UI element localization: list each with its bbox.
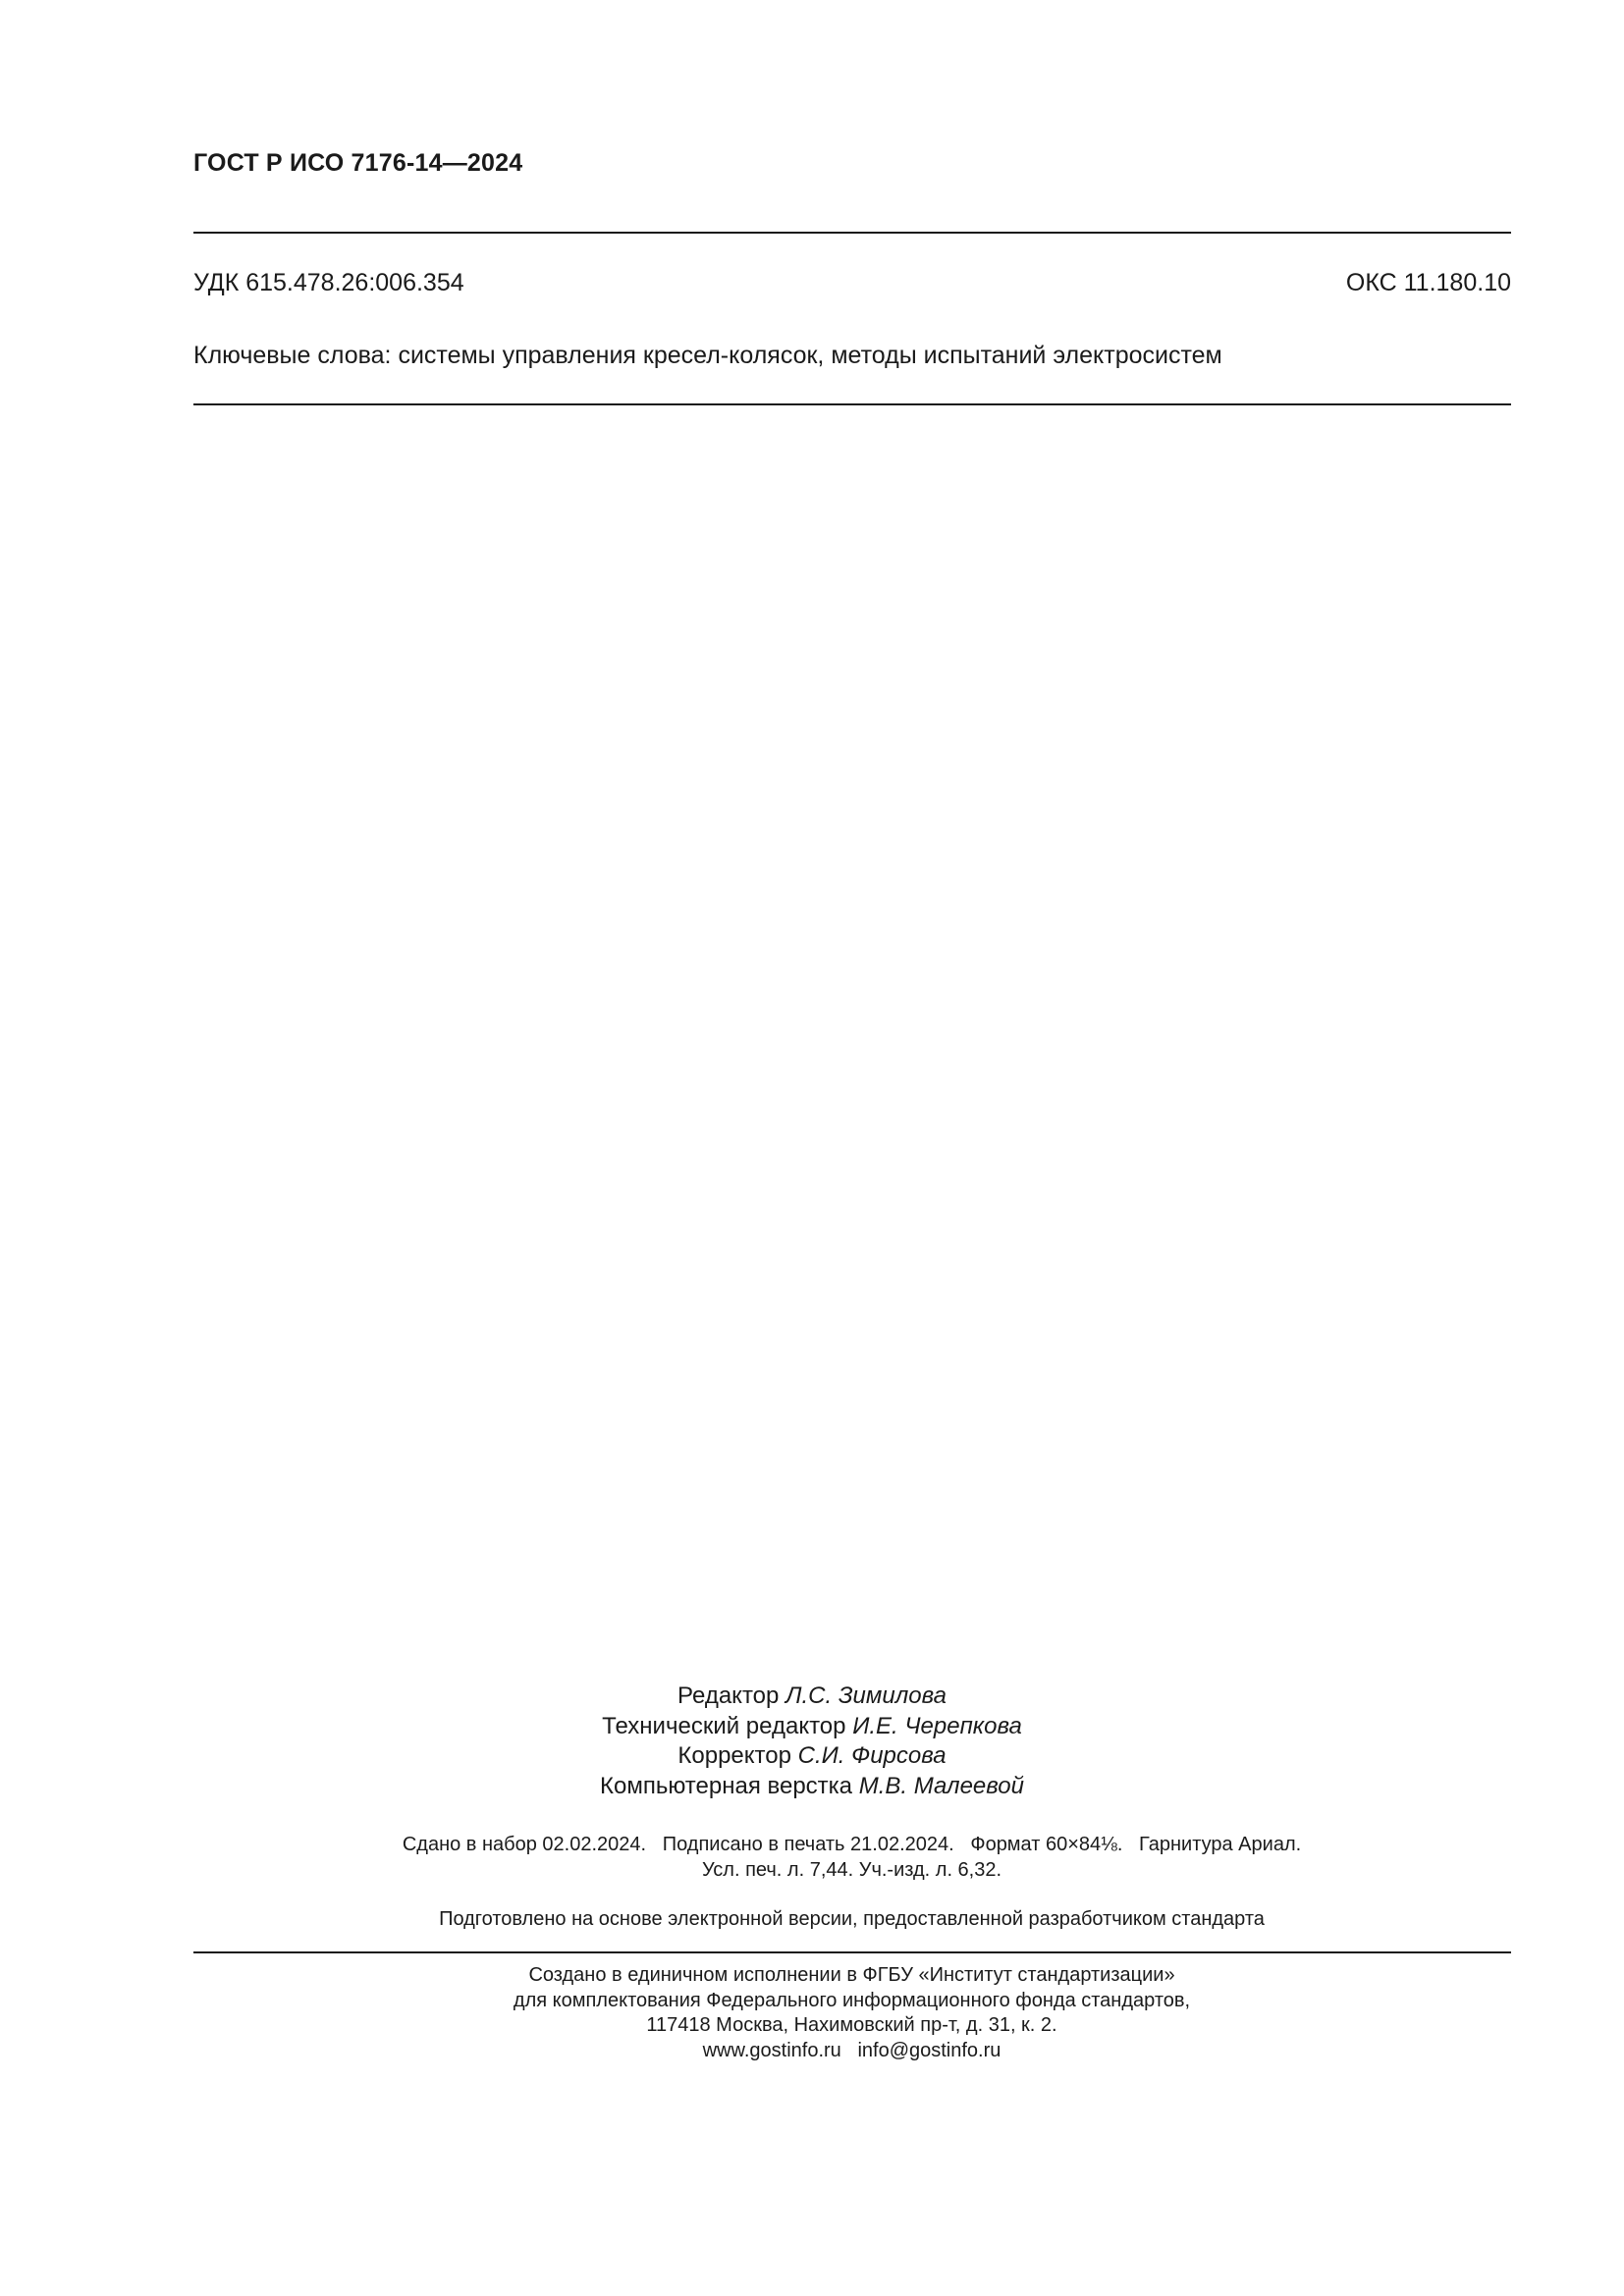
typeset-date: Сдано в набор 02.02.2024.	[402, 1834, 647, 1855]
credit-role: Редактор	[677, 1682, 780, 1709]
credits-block	[0, 1682, 1624, 1801]
imprint-address: 117418 Москва, Нахимовский пр-т, д. 31, к. 2.	[646, 2014, 1057, 2036]
email-link[interactable]: info@gostinfo.ru	[857, 2039, 1001, 2061]
credit-editor	[0, 1682, 1624, 1712]
top-divider	[193, 232, 1511, 234]
website-link[interactable]: www.gostinfo.ru	[702, 2039, 841, 2061]
prepared-note: Подготовлено на основе электронной версии, предоставленной разработчиком стандарта	[439, 1908, 1265, 1930]
keywords-divider	[193, 403, 1511, 405]
udc-code: УДК 615.478.26:006.354	[193, 269, 464, 296]
credit-layout	[0, 1772, 1624, 1802]
imprint-contacts	[0, 2039, 1624, 2064]
credit-proofreader	[0, 1741, 1624, 1772]
credit-role: Компьютерная верстка	[600, 1772, 853, 1799]
imprint-line-2: для комплектования Федерального информационного фонда стандартов,	[513, 1989, 1191, 2011]
printed-sheets: Усл. печ. л. 7,44.	[701, 1859, 854, 1881]
credit-role: Технический редактор	[602, 1712, 846, 1739]
imprint-line-1: Создано в единичном исполнении в ФГБУ «Институт стандартизации»	[528, 1964, 1175, 1986]
imprint-block	[0, 1963, 1624, 2063]
credit-person: С.И. Фирсова	[797, 1742, 947, 1769]
oks-code: ОКС 11.180.10	[1345, 269, 1511, 296]
imprint-divider	[193, 1951, 1511, 1953]
keywords-line: Ключевые слова: системы управления кресел-колясок, методы испытаний электросистем	[193, 342, 1222, 369]
classification-row	[193, 269, 1511, 297]
signed-date: Подписано в печать 21.02.2024.	[662, 1834, 954, 1855]
credit-person: М.В. Малеевой	[858, 1772, 1024, 1799]
paper-format: Формат 60×84⅛.	[970, 1834, 1123, 1855]
print-sheets-line	[0, 1857, 1624, 1883]
credit-person: И.Е. Черепкова	[852, 1712, 1022, 1739]
publisher-sheets: Уч.-изд. л. 6,32.	[858, 1859, 1002, 1881]
typeface: Гарнитура Ариал.	[1139, 1834, 1302, 1855]
print-info-line	[0, 1832, 1624, 1857]
credit-person: Л.С. Зимилова	[785, 1682, 947, 1709]
document-id: ГОСТ Р ИСО 7176-14—2024	[193, 149, 523, 177]
credit-role: Корректор	[677, 1742, 791, 1769]
credit-technical-editor	[0, 1712, 1624, 1742]
